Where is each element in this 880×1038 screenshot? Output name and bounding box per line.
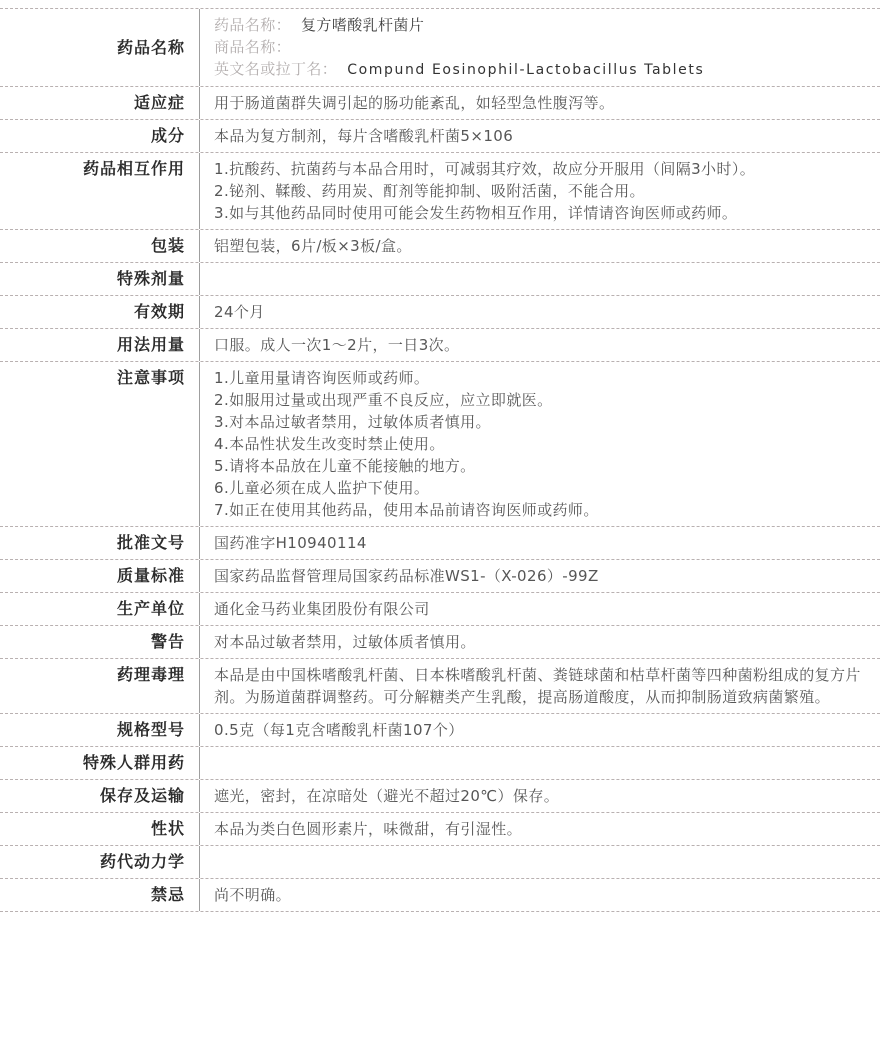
row-label: 药代动力学 xyxy=(0,846,200,878)
precaution-item: 1.儿童用量请咨询医师或药师。 xyxy=(214,369,430,387)
row-label: 注意事项 xyxy=(0,362,200,526)
table-row-precautions xyxy=(0,362,880,527)
table-row-pharmacology-toxicology xyxy=(0,659,880,714)
row-content: 0.5克（每1克含嗜酸乳杆菌107个） xyxy=(214,721,464,739)
precaution-item: 4.本品性状发生改变时禁止使用。 xyxy=(214,435,445,453)
row-content: 24个月 xyxy=(214,303,265,321)
field-key: 英文名或拉丁名： xyxy=(214,60,338,78)
interaction-item: 1.抗酸药、抗菌药与本品合用时，可减弱其疗效，故应分开服用（间隔3小时）。 xyxy=(214,160,756,178)
table-row-approval-number xyxy=(0,527,880,560)
table-row-ingredients xyxy=(0,120,880,153)
table-row-indications xyxy=(0,87,880,120)
generic-name-line xyxy=(214,14,864,36)
row-label: 药品相互作用 xyxy=(0,153,200,229)
row-content xyxy=(200,263,880,295)
table-row-drug-name xyxy=(0,9,880,87)
row-label: 适应症 xyxy=(0,87,200,119)
row-content xyxy=(200,362,880,526)
row-label: 保存及运输 xyxy=(0,780,200,812)
field-key: 药品名称： xyxy=(214,16,292,34)
row-label: 生产单位 xyxy=(0,593,200,625)
table-row-pharmacokinetics xyxy=(0,846,880,879)
table-row-warning xyxy=(0,626,880,659)
row-content: 尚不明确。 xyxy=(214,886,292,904)
row-content: 遮光，密封，在凉暗处（避光不超过20℃）保存。 xyxy=(214,787,560,805)
table-row-special-dosage xyxy=(0,263,880,296)
row-content: 国家药品监督管理局国家药品标准WS1-（X-026）-99Z xyxy=(214,567,599,585)
row-label: 规格型号 xyxy=(0,714,200,746)
row-label: 用法用量 xyxy=(0,329,200,361)
drug-info-table xyxy=(0,8,880,912)
table-row-packaging xyxy=(0,230,880,263)
table-row-dosage-usage xyxy=(0,329,880,362)
row-label: 批准文号 xyxy=(0,527,200,559)
row-content: 用于肠道菌群失调引起的肠功能紊乱，如轻型急性腹泻等。 xyxy=(214,94,615,112)
row-content: 通化金马药业集团股份有限公司 xyxy=(214,600,430,618)
interaction-item: 3.如与其他药品同时使用可能会发生药物相互作用，详情请咨询医师或药师。 xyxy=(214,204,738,222)
table-row-drug-interactions xyxy=(0,153,880,230)
table-row-manufacturer xyxy=(0,593,880,626)
row-content xyxy=(200,153,880,229)
row-label: 质量标准 xyxy=(0,560,200,592)
row-content: 国药准字H10940114 xyxy=(214,534,367,552)
row-label: 禁忌 xyxy=(0,879,200,911)
row-content: 铝塑包装，6片/板×3板/盒。 xyxy=(214,237,412,255)
english-name-line xyxy=(214,58,864,81)
row-content xyxy=(200,9,880,86)
field-value: Compund Eosinophil-Lactobacillus Tablets xyxy=(347,62,705,78)
precaution-item: 2.如服用过量或出现严重不良反应，应立即就医。 xyxy=(214,391,553,409)
row-content xyxy=(200,846,880,878)
row-content: 本品为复方制剂，每片含嗜酸乳杆菌5×106 xyxy=(214,127,514,145)
row-content: 口服。成人一次1～2片，一日3次。 xyxy=(214,336,460,354)
table-row-specification xyxy=(0,714,880,747)
row-label: 特殊剂量 xyxy=(0,263,200,295)
precaution-item: 7.如正在使用其他药品，使用本品前请咨询医师或药师。 xyxy=(214,501,599,519)
row-label: 包装 xyxy=(0,230,200,262)
field-value: 复方嗜酸乳杆菌片 xyxy=(301,16,425,34)
row-label: 成分 xyxy=(0,120,200,152)
row-label: 药品名称 xyxy=(0,9,200,86)
precaution-item: 6.儿童必须在成人监护下使用。 xyxy=(214,479,430,497)
row-label: 药理毒理 xyxy=(0,659,200,713)
row-label: 有效期 xyxy=(0,296,200,328)
table-row-storage-transport xyxy=(0,780,880,813)
precaution-item: 5.请将本品放在儿童不能接触的地方。 xyxy=(214,457,476,475)
precaution-item: 3.对本品过敏者禁用，过敏体质者慎用。 xyxy=(214,413,491,431)
table-row-contraindications xyxy=(0,879,880,912)
table-row-properties xyxy=(0,813,880,846)
row-content: 对本品过敏者禁用，过敏体质者慎用。 xyxy=(214,633,476,651)
table-row-shelf-life xyxy=(0,296,880,329)
interaction-item: 2.铋剂、鞣酸、药用炭、酊剂等能抑制、吸附活菌，不能合用。 xyxy=(214,182,645,200)
row-label: 特殊人群用药 xyxy=(0,747,200,779)
table-row-special-populations xyxy=(0,747,880,780)
trade-name-line xyxy=(214,36,864,58)
row-content xyxy=(200,747,880,779)
table-row-quality-standard xyxy=(0,560,880,593)
row-content: 本品是由中国株嗜酸乳杆菌、日本株嗜酸乳杆菌、粪链球菌和枯草杆菌等四种菌粉组成的复方片剂。为肠道菌群调整药。可分解糖类产生乳酸，提高肠道酸度，从而抑制肠道致病菌繁殖。 xyxy=(214,666,861,706)
row-label: 性状 xyxy=(0,813,200,845)
row-content: 本品为类白色圆形素片，味微甜，有引湿性。 xyxy=(214,820,523,838)
row-label: 警告 xyxy=(0,626,200,658)
field-key: 商品名称： xyxy=(214,38,292,56)
